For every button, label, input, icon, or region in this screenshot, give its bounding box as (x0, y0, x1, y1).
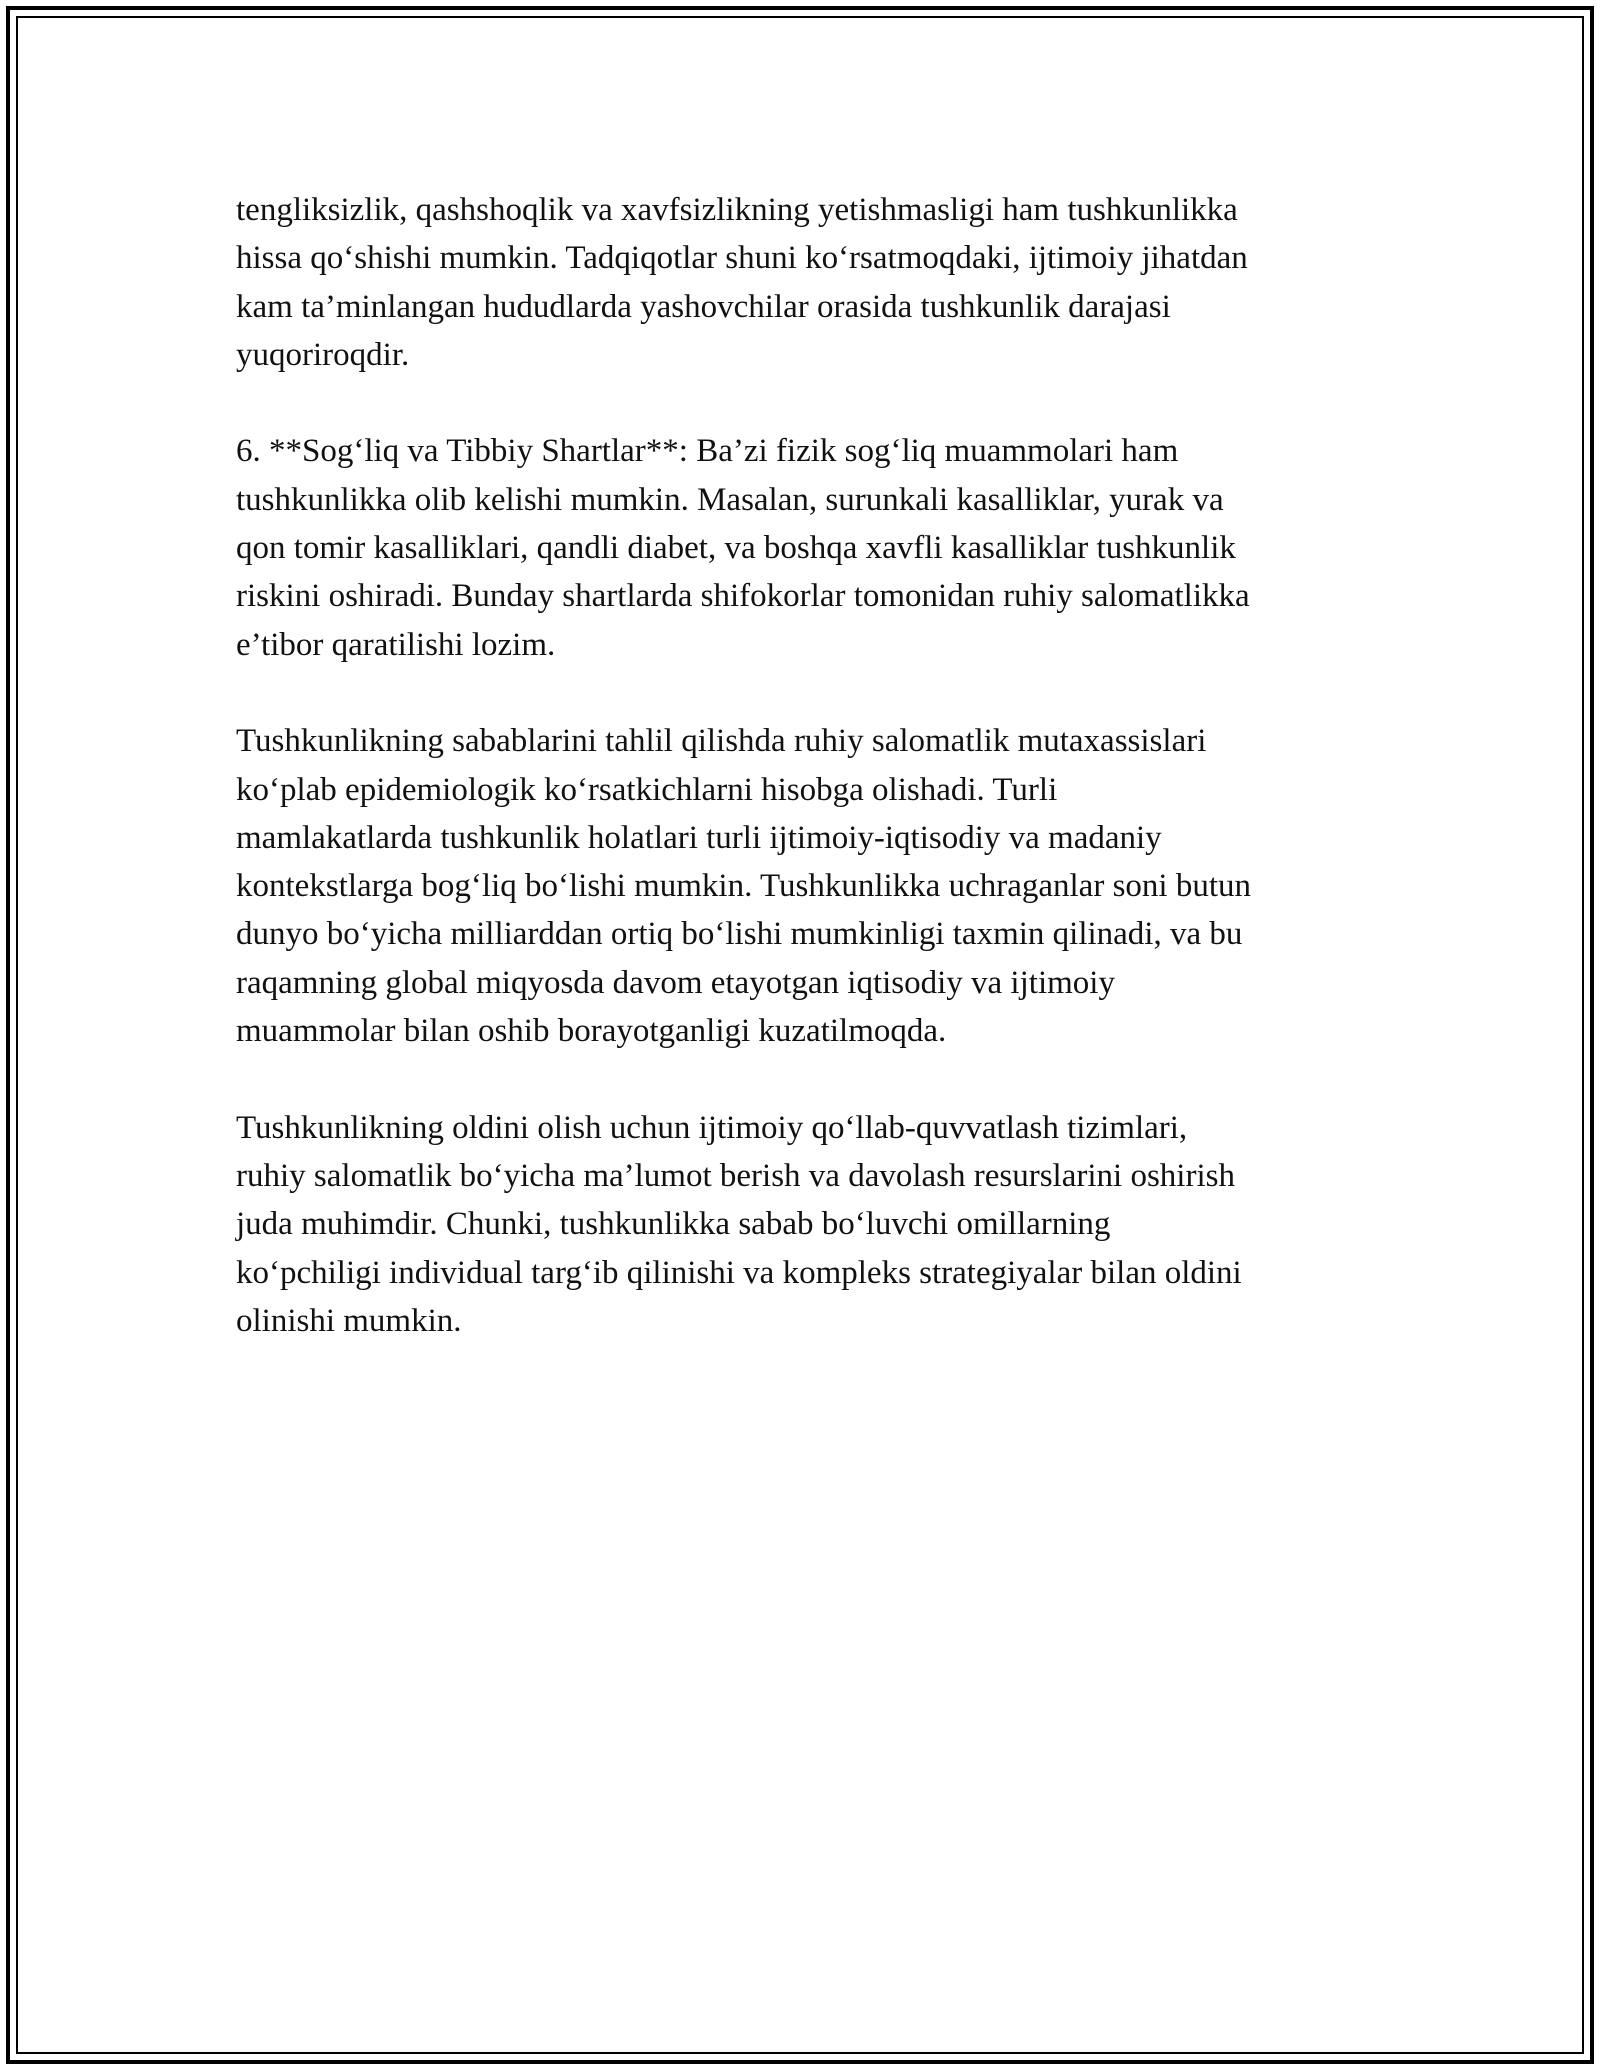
text-line: yuqoriroqdir. (236, 336, 410, 373)
text-line: kam ta’minlangan hududlarda yashovchilar orasida tushkunlik darajasi (236, 288, 1171, 325)
paragraph-health-conditions (236, 427, 1376, 668)
text-line: raqamning global miqyosda davom etayotgan iqtisodiy va ijtimoiy (236, 964, 1115, 1001)
text-line: mamlakatlarda tushkunlik holatlari turli ijtimoiy-iqtisodiy va madaniy (236, 819, 1162, 856)
text-line: Tushkunlikning oldini olish uchun ijtimoiy qo‘llab-quvvatlash tizimlari, (236, 1109, 1188, 1146)
text-line: 6. **Sog‘liq va Tibbiy Shartlar**: Ba’zi fizik sog‘liq muammolari ham (236, 433, 1179, 470)
text-line: juda muhimdir. Chunki, tushkunlikka sabab bo‘luvchi omillarning (236, 1206, 1111, 1243)
text-line: dunyo bo‘yicha milliarddan ortiq bo‘lishi mumkinligi taxmin qilinadi, va bu (236, 916, 1243, 953)
text-line: muammolar bilan oshib borayotganligi kuzatilmoqda. (236, 1013, 947, 1050)
text-line: Tushkunlikning sabablarini tahlil qilishda ruhiy salomatlik mutaxassislari (236, 723, 1207, 760)
text-line: riskini oshiradi. Bunday shartlarda shifokorlar tomonidan ruhiy salomatlikka (236, 578, 1250, 615)
text-line: qon tomir kasalliklari, qandli diabet, va boshqa xavfli kasalliklar tushkunlik (236, 530, 1236, 567)
text-line: hissa qo‘shishi mumkin. Tadqiqotlar shuni ko‘rsatmoqdaki, ijtimoiy jihatdan (236, 240, 1248, 277)
text-line: ko‘pchiligi individual targ‘ib qilinishi va kompleks strategiyalar bilan oldini (236, 1254, 1242, 1291)
paragraph-epidemiology (236, 717, 1376, 1055)
text-line: tengliksizlik, qashshoqlik va xavfsizlikning yetishmasligi ham tushkunlikka (236, 192, 1238, 228)
paragraph-prevention (236, 1104, 1376, 1345)
text-line: tushkunlikka olib kelishi mumkin. Masalan, surunkali kasalliklar, yurak va (236, 481, 1224, 518)
text-line: e’tibor qaratilishi lozim. (236, 626, 556, 663)
paragraph-social-factors (236, 186, 1376, 379)
text-line: ko‘plab epidemiologik ko‘rsatkichlarni hisobga olishadi. Turli (236, 771, 1058, 808)
text-line: ruhiy salomatlik bo‘yicha ma’lumot berish va davolash resurslarini oshirish (236, 1157, 1235, 1194)
text-line: kontekstlarga bog‘liq bo‘lishi mumkin. Tushkunlikka uchraganlar soni butun (236, 868, 1251, 905)
text-line: olinishi mumkin. (236, 1302, 462, 1339)
document-body (236, 186, 1376, 1393)
